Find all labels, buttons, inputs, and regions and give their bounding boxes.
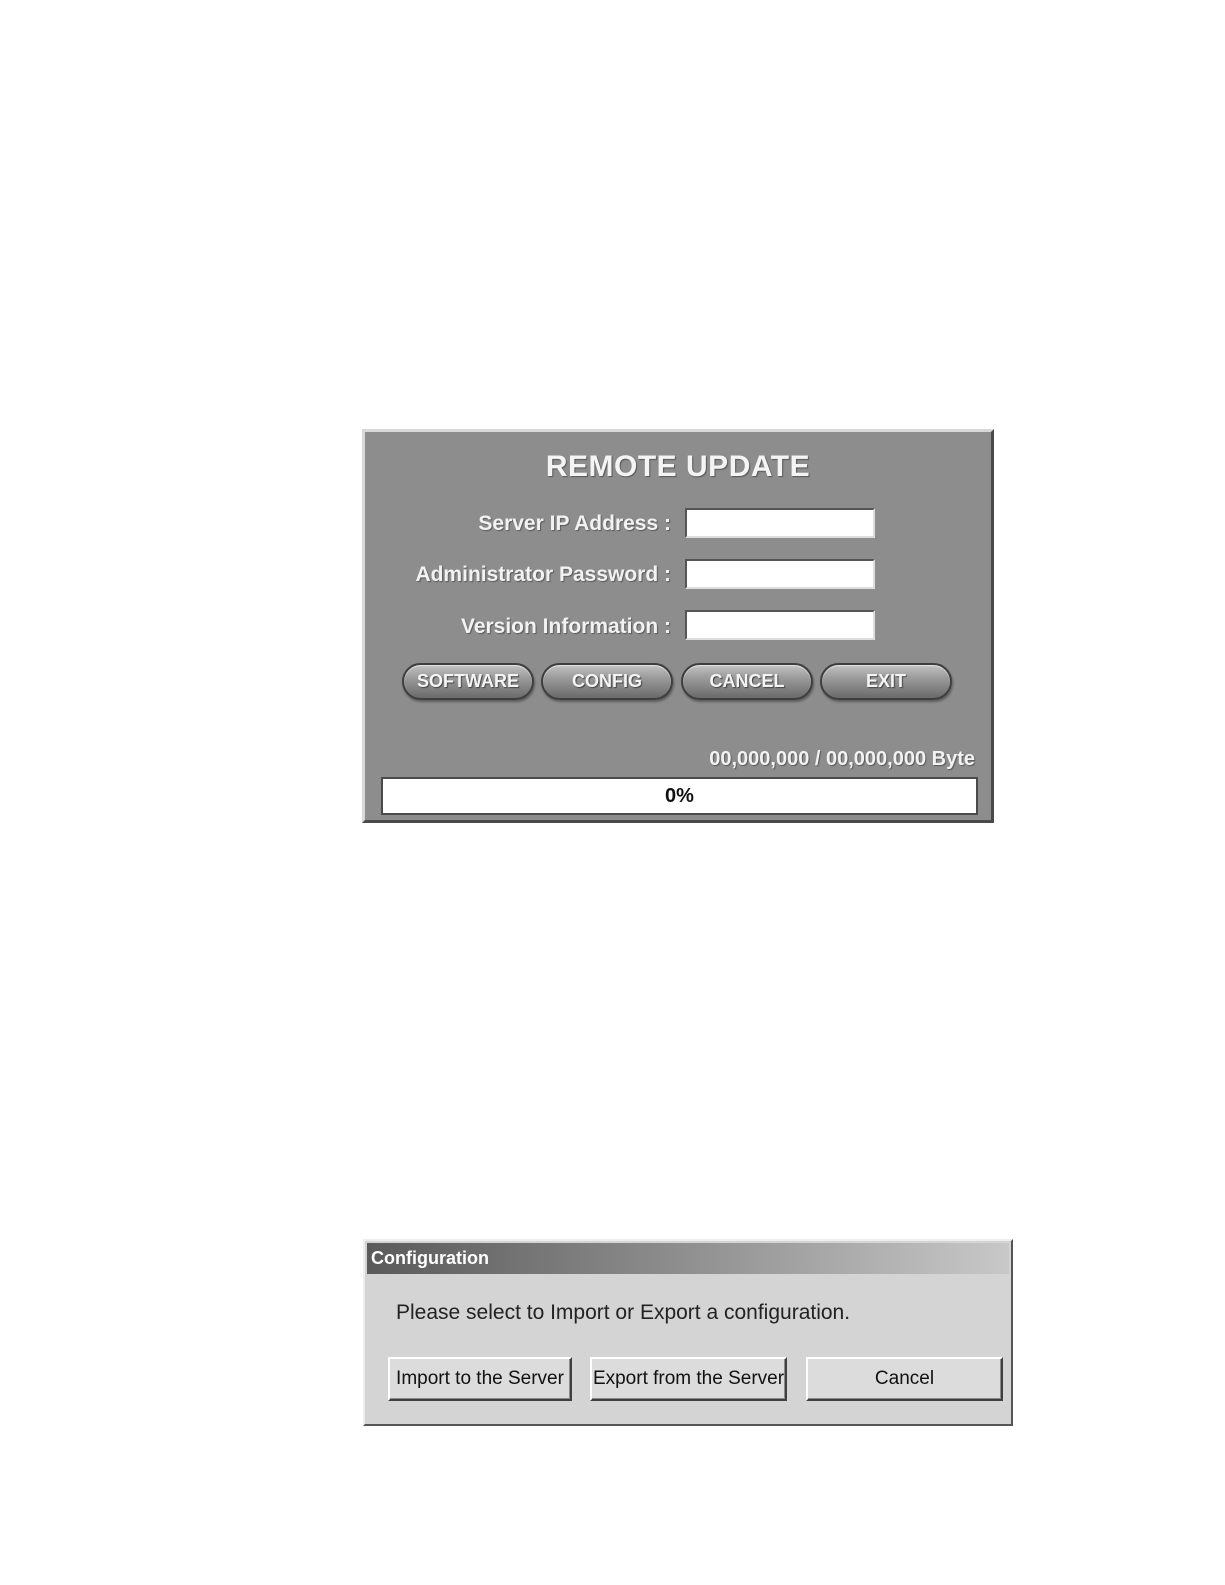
exit-button[interactable]: EXIT [820, 663, 952, 700]
server-ip-label: Server IP Address : [478, 512, 671, 535]
admin-password-label: Administrator Password : [415, 563, 671, 586]
progress-bar [381, 777, 978, 815]
remote-update-panel [362, 429, 994, 823]
configuration-message: Please select to Import or Export a configuration. [396, 1301, 851, 1324]
software-button[interactable]: SOFTWARE [402, 663, 534, 700]
configuration-title: Configuration [371, 1248, 489, 1268]
admin-password-input[interactable] [685, 559, 875, 589]
version-info-label: Version Information : [460, 615, 671, 638]
dialog-cancel-button[interactable]: Cancel [806, 1357, 1003, 1401]
bytes-status: 00,000,000 / 00,000,000 Byte [709, 748, 975, 770]
cancel-button[interactable]: CANCEL [681, 663, 813, 700]
import-to-server-button[interactable]: Import to the Server [388, 1357, 572, 1401]
configuration-dialog [363, 1239, 1013, 1426]
remote-update-title: REMOTE UPDATE [545, 450, 811, 483]
configuration-titlebar[interactable] [367, 1243, 1009, 1274]
progress-label: 0% [665, 785, 694, 807]
server-ip-input[interactable] [685, 508, 875, 538]
version-info-input[interactable] [685, 610, 875, 640]
config-button[interactable]: CONFIG [541, 663, 673, 700]
export-from-server-button[interactable]: Export from the Server [590, 1357, 787, 1401]
